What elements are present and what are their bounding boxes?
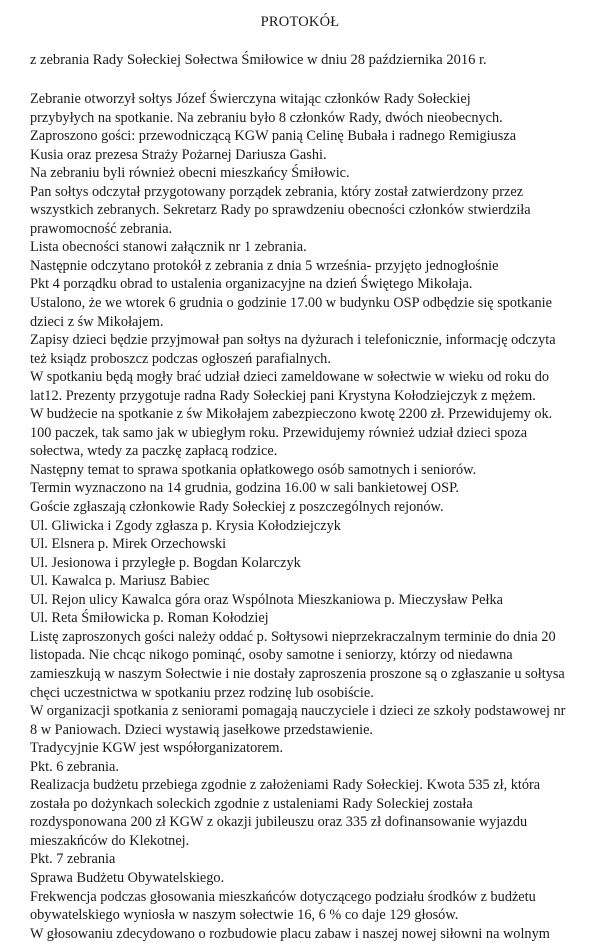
text-line: dzieci z św Mikołajem. [30, 313, 164, 330]
text-line: W głosowaniu zdecydowano o rozbudowie placu zabaw i naszej nowej siłowni na wolnym [30, 925, 550, 942]
text-line: Ul. Rejon ulicy Kawalca góra oraz Wspólnota Mieszkaniowa p. Mieczysław Pełka [30, 591, 503, 608]
text-line: Realizacja budżetu przebiega zgodnie z założeniami Rady Sołeckiej. Kwota 535 zł, która [30, 777, 541, 794]
text-line: Zebranie otworzył sołtys Józef Świerczyna witając członków Rady Sołeckiej [30, 91, 471, 107]
text-line: Lista obecności stanowi załącznik nr 1 zebrania. [30, 239, 307, 256]
text-line: Ul. Gliwicka i Zgody zgłasza p. Krysia Kołodziejczyk [30, 517, 341, 534]
text-line: Ul. Jesionowa i przyległe p. Bogdan Kolarczyk [30, 554, 301, 571]
document-subtitle: z zebrania Rady Sołeckiej Sołectwa Śmiłowice w dniu 28 października 2016 r. [30, 52, 487, 68]
text-line: Tradycyjnie KGW jest współorganizatorem. [30, 740, 284, 757]
text-line: Pan sołtys odczytał przygotowany porządek zebrania, który został zatwierdzony przez [30, 183, 524, 200]
text-line: sołectwa, wtedy za paczkę zapłacą rodzice. [30, 443, 278, 460]
text-line: Ustalono, że we wtorek 6 grudnia o godzinie 17.00 w budynku OSP odbędzie się spotkanie [30, 295, 553, 312]
text-line: rozdysponowana 200 zł KGW z okazji jubileuszu oraz 335 zł dofinansowanie wyjazdu [30, 814, 528, 831]
text-line: chęci uczestnictwa w spotkaniu przez rodzinę lub osobiście. [30, 684, 374, 701]
text-line: Termin wyznaczono na 14 grudnia, godzina 16.00 w sali bankietowej OSP. [30, 480, 460, 497]
text-line: przybyłych na spotkanie. Na zebraniu było 8 członków Rady, dwóch nieobecnych. [30, 109, 503, 126]
text-line: zamieszkują w naszym Sołectwie i nie dostały zaproszenia proszone są o zgłaszanie u sołtysa [30, 665, 565, 682]
document-title: PROTOKÓŁ [260, 14, 340, 30]
text-line: Pkt 4 porządku obrad to ustalenia organizacyjne na dzień Świętego Mikołaja. [30, 276, 473, 293]
text-line: obywatelskiego wyniosła w naszym sołectwie 16, 6 % co daje 129 głosów. [30, 907, 459, 924]
text-line: mieszakńców do Klekotnej. [30, 832, 190, 849]
document-body [30, 90, 570, 943]
text-line: Listę zaproszonych gości należy oddać p. Sołtysowi nieprzekraczalnym terminie do dnia 20 [30, 628, 556, 645]
text-line: Następnie odczytano protokół z zebrania z dnia 5 września- przyjęto jednogłośnie [30, 257, 499, 274]
text-line: Na zebraniu byli również obecni mieszkańcy Śmiłowic. [30, 165, 350, 182]
text-line: Goście zgłaszają członkowie Rady Sołeckiej z poszczególnych rejonów. [30, 499, 444, 516]
text-line: Sprawa Budżetu Obywatelskiego. [30, 869, 225, 886]
text-line: Pkt. 7 zebrania [30, 851, 116, 868]
text-line: 100 paczek, tak samo jak w ubiegłym roku. Przewidujemy również udział dzieci spoza [30, 424, 528, 441]
text-line: lat12. Prezenty przygotuje radna Rady Sołeckiej pani Krystyna Kołodziejczyk z mężem. [30, 387, 536, 404]
text-line: Następny temat to sprawa spotkania opłatkowego osób samotnych i seniorów. [30, 461, 477, 478]
text-line: Pkt. 6 zebrania. [30, 758, 119, 775]
text-line: Zaproszono gości: przewodniczącą KGW panią Celinę Bubała i radnego Remigiusza [30, 128, 517, 145]
text-line: prawomocność zebrania. [30, 220, 173, 237]
text-line: W budżecie na spotkanie z św Mikołajem zabezpieczono kwotę 2200 zł. Przewidujemy ok. [30, 406, 553, 423]
text-line: listopada. Nie chcąc nikogo pominąć, osoby samotne i seniorzy, którzy od niedawna [30, 647, 513, 664]
text-line: Zapisy dzieci będzie przyjmował pan sołtys na dyżurach i telefonicznie, informację odczyta [30, 332, 556, 349]
text-line: W organizacji spotkania z seniorami pomagają nauczyciele i dzieci ze szkoły podstawowej nr [30, 703, 566, 720]
text-line: też ksiądz proboszcz podczas ogłoszeń parafialnych. [30, 350, 331, 367]
text-line: Ul. Reta Śmiłowicka p. Roman Kołodziej [30, 610, 269, 627]
text-line: Kusia oraz prezesa Straży Pożarnej Dariusza Gashi. [30, 146, 327, 163]
text-line: Ul. Kawalca p. Mariusz Babiec [30, 573, 210, 590]
text-line: wszystkich zebranych. Sekretarz Rady po sprawdzeniu obecności członków stwierdziła [30, 202, 531, 219]
text-line: 8 w Paniowach. Dzieci wystawią jasełkowe przedstawienie. [30, 721, 374, 738]
text-line: Frekwencja podczas głosowania mieszkańców dotyczącego podziału środków z budżetu [30, 888, 536, 905]
text-line: została po dożynkach soleckich zgodnie z ustaleniami Rady Soleckiej została [30, 795, 473, 812]
text-line: Ul. Elsnera p. Mirek Orzechowski [30, 536, 227, 553]
text-line: W spotkaniu będą mogły brać udział dzieci zameldowane w sołectwie w wieku od roku do [30, 369, 550, 386]
